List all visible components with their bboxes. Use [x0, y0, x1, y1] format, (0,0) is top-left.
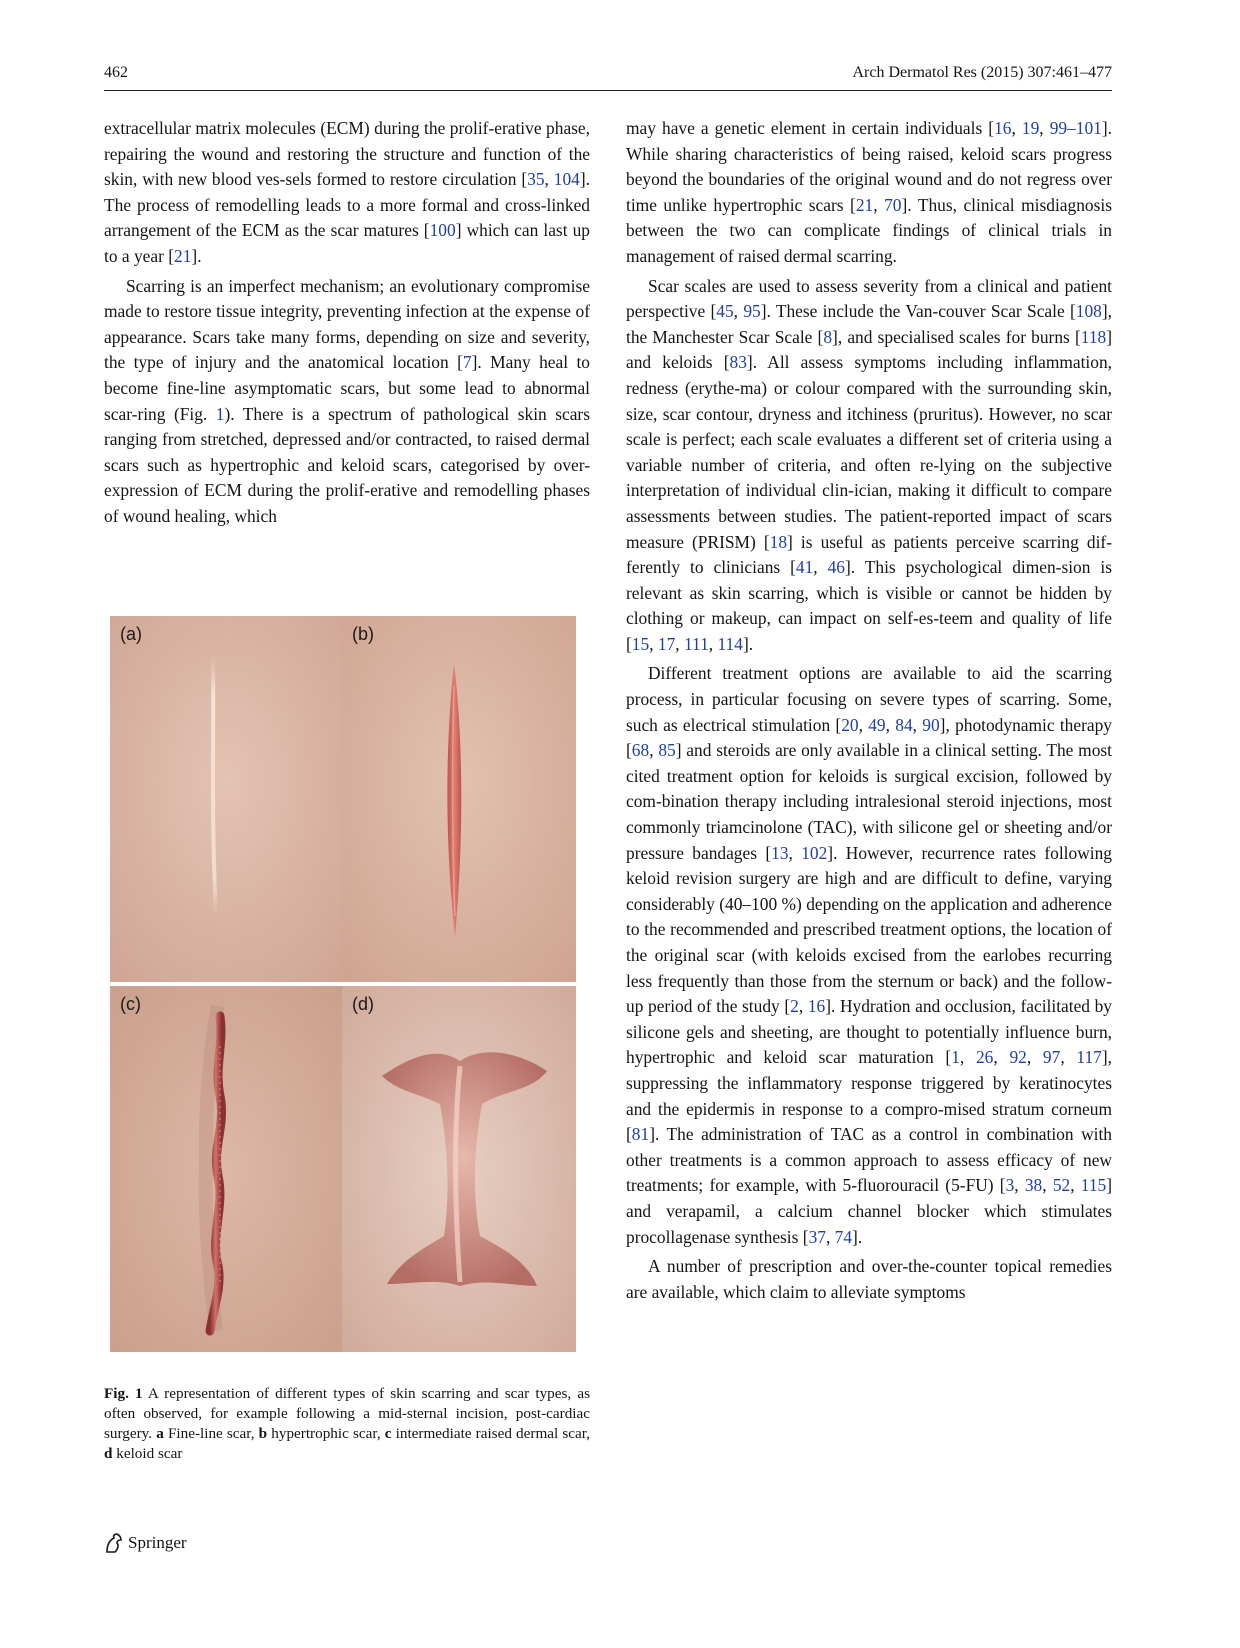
- figure-panel-c: [110, 986, 344, 1352]
- citation-link[interactable]: 115: [1080, 1175, 1107, 1196]
- citation-link[interactable]: 2: [790, 996, 799, 1017]
- caption-bold-label: b: [258, 1425, 268, 1442]
- citation-link[interactable]: 49: [868, 714, 886, 735]
- citation-link[interactable]: 46: [827, 557, 845, 578]
- citation-link[interactable]: 97: [1042, 1047, 1061, 1068]
- citation-link[interactable]: 18: [769, 531, 788, 552]
- running-header: [104, 64, 1112, 88]
- caption-bold-label: Fig. 1: [104, 1385, 143, 1402]
- figure-panel-b: [342, 616, 576, 982]
- citation-link[interactable]: 117: [1076, 1047, 1102, 1068]
- citation-link[interactable]: 8: [823, 326, 833, 347]
- hypertrophic-scar-illustration: [342, 616, 576, 982]
- panel-label-a: (a): [120, 624, 142, 644]
- citation-link[interactable]: 52: [1052, 1175, 1071, 1196]
- citation-link[interactable]: 111: [683, 633, 709, 654]
- citation-link[interactable]: 70: [884, 194, 902, 215]
- citation-link[interactable]: 38: [1024, 1175, 1043, 1196]
- keloid-scar-illustration: [342, 986, 576, 1352]
- citation-link[interactable]: 26: [975, 1047, 994, 1068]
- citation-link[interactable]: 84: [895, 714, 913, 735]
- citation-link[interactable]: 3: [1005, 1175, 1015, 1196]
- citation-link[interactable]: 118: [1080, 326, 1107, 347]
- panel-label-b: (b): [352, 624, 374, 644]
- caption-bold-label: d: [104, 1445, 113, 1462]
- citation-link[interactable]: 108: [1075, 301, 1102, 322]
- citation-link[interactable]: 68: [631, 740, 650, 761]
- figure-1: [110, 616, 586, 1356]
- left-text-column: [104, 116, 590, 530]
- body-paragraph: Scarring is an imperfect mechanism; an evolutionary compromise made to restore tissue integrity, preventing infection at the expense of appearance. Scars take many forms, depending on size and severity, the type of injury and the anatomical location [7]. Many heal to become fine-line asymptomatic scars, but some lead to abnormal scar-ring (Fig. 1). There is a spectrum of pathological skin scars ranging from stretched, depressed and/or contracted, to raised dermal scars such as hypertrophic and keloid scars, categorised by over-expression of ECM during the prolif-erative and remodelling phases of wound healing, which: [104, 275, 591, 526]
- citation-link[interactable]: 16: [994, 118, 1012, 138]
- body-paragraph: A number of prescription and over-the-counter topical remedies are available, which claim to alleviate symptoms: [626, 1256, 1112, 1302]
- citation-link[interactable]: 92: [1009, 1047, 1027, 1068]
- citation-link[interactable]: 41: [795, 557, 814, 578]
- citation-link[interactable]: 1: [951, 1047, 960, 1068]
- publisher-name: Springer: [128, 1533, 187, 1552]
- right-text-column: [626, 116, 1112, 1305]
- citation-link[interactable]: 102: [801, 842, 828, 863]
- citation-link[interactable]: 114: [717, 633, 743, 654]
- citation-link[interactable]: 100: [429, 220, 456, 241]
- panel-label-c: (c): [120, 994, 141, 1014]
- citation-link[interactable]: 15: [631, 633, 650, 654]
- citation-link[interactable]: 45: [716, 301, 734, 322]
- journal-reference: Arch Dermatol Res (2015) 307:461–477: [852, 64, 1112, 81]
- figure-caption: Fig. 1 A representation of different types of skin scarring and scar types, as often observed, for example following a mid-sternal incision, post-cardiac surgery. a Fine-line scar, b hypertrophic scar, c intermediate raised dermal scar, d keloid scar: [104, 1385, 590, 1462]
- caption-bold-label: a: [156, 1425, 164, 1442]
- page-number: 462: [104, 64, 128, 81]
- caption-bold-label: c: [384, 1425, 392, 1442]
- panel-label-d: (d): [352, 994, 374, 1014]
- citation-link[interactable]: 13: [771, 842, 789, 863]
- citation-link[interactable]: 95: [743, 301, 761, 322]
- citation-link[interactable]: 19: [1021, 118, 1040, 138]
- citation-link[interactable]: 83: [729, 352, 747, 373]
- body-paragraph: may have a genetic element in certain individuals [16, 19, 99–101]. While sharing characteristics of being raised, keloid scars progress beyond the boundaries of the original wound and do not regress over time unlike hypertrophic scars [21, 70]. Thus, clinical misdiagnosis between the two can complicate findings of clinical trials in management of raised dermal scarring.: [626, 118, 1112, 266]
- springer-horse-icon: [104, 1532, 124, 1554]
- citation-link[interactable]: 90: [922, 714, 940, 735]
- citation-link[interactable]: 21: [855, 194, 874, 215]
- figure-panel-a: [110, 616, 344, 982]
- publisher-footer: [104, 1530, 187, 1556]
- intermediate-raised-scar-illustration: [110, 986, 344, 1352]
- citation-link[interactable]: 20: [841, 714, 859, 735]
- body-paragraph: extracellular matrix molecules (ECM) during the prolif-erative phase, repairing the wound and restoring the structure and function of the skin, with new blood ves-sels formed to restore circulation [35, 104]. The process of remodelling leads to a more formal and cross-linked arrangement of the ECM as the scar matures [100] which can last up to a year [21].: [104, 118, 591, 266]
- header-rule: [104, 90, 1112, 91]
- citation-link[interactable]: 81: [631, 1124, 650, 1145]
- citation-link[interactable]: 99–101: [1049, 118, 1102, 138]
- figure-panel-d: [342, 986, 576, 1352]
- body-paragraph: Different treatment options are available to aid the scarring process, in particular focusing on severe types of scarring. Some, such as electrical stimulation [20, 49, 84, 90], photodynamic therapy [68, 85] and steroids are only available in a clinical setting. The most cited treatment option for keloids is surgical excision, followed by com-bination therapy including intralesional steroid injections, most commonly triamcinolone (TAC), with silicone gel or sheeting and/or pressure bandages [13, 102]. However, recurrence rates following keloid revision surgery are high and are difficult to define, varying considerably (40–100 %) depending on the application and adherence to the recommended and prescribed treatment options, the location of the original scar (with keloids excised from the earlobes recurring less frequently than those from the sternum or back) and the follow-up period of the study [2, 16]. Hydration and occlusion, facilitated by silicone gels and sheeting, are thought to potentially influence burn, hypertrophic and keloid scar maturation [1, 26, 92, 97, 117], suppressing the inflammatory response triggered by keratinocytes and the epidermis in response to a compro-mised stratum corneum [81]. The administration of TAC as a control in combination with other treatments is a common approach to assess efficacy of new treatments; for example, with 5-fluorouracil (5-FU) [3, 38, 52, 115] and verapamil, a calcium channel blocker which stimulates procollagenase synthesis [37, 74].: [626, 663, 1113, 1247]
- fine-line-scar-illustration: [110, 616, 344, 982]
- citation-link[interactable]: 16: [807, 996, 826, 1017]
- citation-link[interactable]: 104: [553, 169, 580, 190]
- citation-link[interactable]: 1: [215, 403, 225, 424]
- citation-link[interactable]: 21: [174, 245, 192, 266]
- body-paragraph: Scar scales are used to assess severity from a clinical and patient perspective [45, 95]. These include the Van-couver Scar Scale [108], the Manchester Scar Scale [8], and specialised scales for burns [118] and keloids [83]. All assess symptoms including inflammation, redness (erythe-ma) or colour compared with the surrounding skin, size, scar contour, dryness and itchiness (pruritus). However, no scar scale is perfect; each scale evaluates a different set of criteria using a variable number of criteria, and often re-lying on the subjective interpretation of individual clin-ician, making it difficult to compare assessments between studies. The patient-reported impact of scars measure (PRISM) [18] is useful as patients perceive scarring dif-ferently to clinicians [41, 46]. This psychological dimen-sion is relevant as skin scarring, which is visible or cannot be hidden by clothing or makeup, can impact on self-es-teem and quality of life [15, 17, 111, 114].: [626, 275, 1113, 654]
- citation-link[interactable]: 37: [808, 1226, 826, 1247]
- citation-link[interactable]: 17: [657, 633, 676, 654]
- citation-link[interactable]: 7: [462, 352, 472, 373]
- citation-link[interactable]: 74: [834, 1226, 853, 1247]
- citation-link[interactable]: 35: [527, 169, 545, 190]
- citation-link[interactable]: 85: [658, 740, 676, 761]
